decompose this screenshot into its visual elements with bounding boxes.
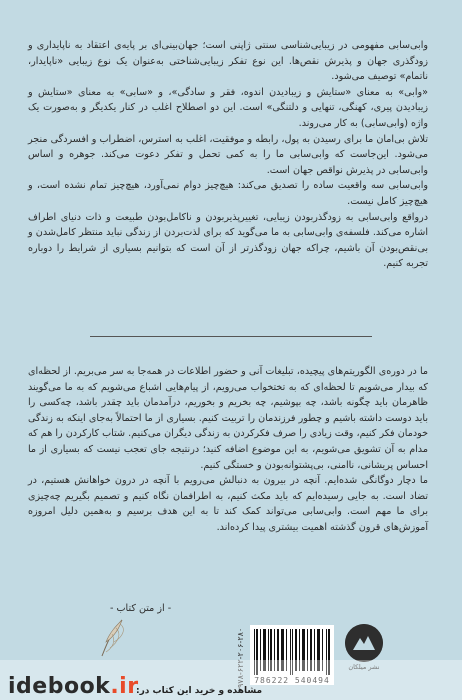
watermark-cta-text: مشاهده و خرید این کتاب در: [136, 686, 263, 696]
top-paragraph: درواقع وابی‌سابی به زودگذربودن زیبایی، تغییرپذیربودن و ناکامل‌بودن طبیعت و ذات دنیای اطراف اشاره می‌کند. فلسفه‌ی وابی‌سابی به ما می‌گوید که برای لذت‌بردن از زندگی نباید منتظر کامل‌شدن و بی‌نقص‌بودن آن باشیم، چراکه جهان زودگذرتر از آن است که بتوانیم بسیاری از شرایط را دوباره تجربه کنیم. [28, 211, 428, 270]
top-text-block [28, 38, 428, 272]
isbn-vertical-text: ۹۷۸-۶۲۲-۲۰۶-۲۸۰ [236, 627, 245, 688]
barcode-digits: 786222 540494 [254, 676, 330, 685]
top-paragraph: «وابی» به معنای «ستایش و زیبادیدن اندوه، فقر و سادگی»، و «سابی» به معنای «ستایش و زیبادیدن پیری، کهنگی، تنهایی و دلتنگی» است. این دو اصطلاح اغلب در کنار یکدیگر و به‌صورت یک واژه (وابی‌سابی) به کار می‌روند. [28, 86, 428, 129]
top-paragraph: تلاش بی‌امان ما برای رسیدن به پول، رابطه و موفقیت، اغلب به استرس، اضطراب و افسردگی منجر می‌شود. این‌جاست که وابی‌سابی ما را به کمی تحمل و تفکر دعوت می‌کند. جوهره و اساس وابی‌سابی در پذیرش نواقص جهان است. [28, 133, 428, 176]
site-logo[interactable] [8, 674, 139, 699]
bottom-paragraph: ما دچار دوگانگی شده‌ایم. آنچه در بیرون به دنبالش می‌رویم با آنچه در درون خواهانش هستیم، در تضاد است. به جایی رسیده‌ایم که باید مکث کنیم، به اطرافمان نگاه کنیم و تصمیم بگیریم چه‌چیزی برای ما مهم است. وابی‌سابی می‌تواند کمک کند تا به این هدف برسیم و به‌همین دلیل امروزه آموزش‌های قرون گذشته اهمیت بیشتری پیدا کرده‌اند. [28, 475, 428, 533]
feather-illustration-icon [92, 612, 138, 660]
top-paragraph: وابی‌سابی مفهومی در زیبایی‌شناسی سنتی ژاپنی است؛ جهان‌بینی‌ای بر پایه‌ی اعتقاد به ناپایداری و زودگذری جهان و پذیرش نقص‌ها. این نوع تفکر زیبایی‌شناختی به‌عنوان یک نوع زیبایی «ناپایدار، ناتمام» توصیف می‌شود. [28, 40, 428, 83]
publisher-label: نشر میلکان [348, 663, 380, 671]
top-paragraph: وابی‌سابی سه واقعیت ساده را تصدیق می‌کند: هیچ‌چیز دوام نمی‌آورد، هیچ‌چیز تمام نشده است، و هیچ‌چیز کامل نیست. [28, 180, 428, 207]
section-divider [90, 336, 372, 337]
bottom-text-block [28, 364, 428, 536]
publisher-logo-icon [345, 624, 383, 662]
site-logo-accent: .ir [110, 674, 139, 699]
from-the-book-label: - از متن کتاب - [110, 603, 172, 614]
bottom-paragraph: ما در دوره‌ی الگوریتم‌های پیچیده، تبلیغات آنی و حضور اطلاعات در همه‌جا به سر می‌بریم. از لحظه‌ای که بیدار می‌شویم تا لحظه‌ای که به تختخواب می‌رویم، از پیام‌هایی اشباع می‌شویم که به ما می‌گویند ظاهرمان باید چگونه باشد، چه بپوشیم، چه بخریم و بخوریم، درآمدمان باید چقدر باشد، چه‌کسی را باید دوست داشته باشیم و چطور فرزندمان را تربیت کنیم. بسیاری از ما احتمالاً به‌جای اینکه به زندگی خودمان فکر کنیم، وقت زیادی را صرف فکرکردن به زندگی دیگران می‌کنیم. شتاب کارکردن را هم که مدام به آن تشویق می‌شویم، به این موضوع اضافه کنید؛ درنتیجه جای تعجب نیست که بسیاری از ما احساس پریشانی، ناامنی، بی‌پشتوانه‌بودن و خستگی کنیم. [28, 366, 428, 471]
site-logo-main: idebook [8, 674, 111, 699]
